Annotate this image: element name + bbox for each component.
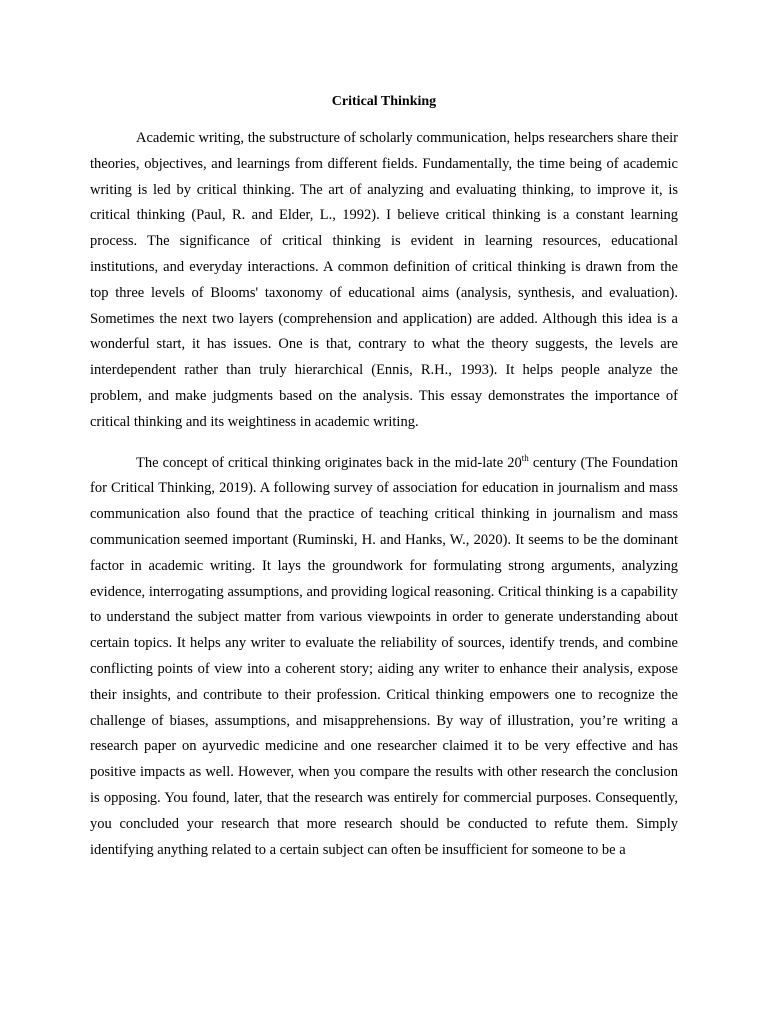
paragraph-concept-text-start: The concept of critical thinking originates back in the mid-late 20 xyxy=(136,454,522,471)
paragraph-concept xyxy=(90,451,678,864)
document-page xyxy=(90,92,678,878)
paragraph-concept-text-rest: century (The Foundation for Critical Thinking, 2019). A following survey of association for education in journalism and mass communication also found that the practice of teaching critical thinking in journalism and mass communication seemed important (Ruminski, H. and Hanks, W., 2020). It seems to be the dominant factor in academic writing. It lays the groundwork for formulating strong arguments, analyzing evidence, interrogating assumptions, and providing logical reasoning. Critical thinking is a capability to understand the subject matter from various viewpoints in order to generate understanding about certain topics. It helps any writer to evaluate the reliability of sources, identify trends, and combine conflicting points of view into a coherent story; aiding any writer to enhance their analysis, expose their insights, and contribute to their profession. Critical thinking empowers one to recognize the challenge of biases, assumptions, and misapprehensions. By way of illustration, you’re writing a research paper on ayurvedic medicine and one researcher claimed it to be very effective and has positive impacts as well. However, when you compare the results with other research the conclusion is opposing. You found, later, that the research was entirely for commercial purposes. Consequently, you concluded your research that more research should be conducted to refute them. Simply identifying anything related to a certain subject can often be insufficient for someone to be a xyxy=(90,454,678,858)
document-title: Critical Thinking xyxy=(331,94,437,109)
ordinal-superscript: th xyxy=(521,452,529,463)
paragraph-intro: Academic writing, the substructure of scholarly communication, helps researchers share their theories, objectives, and learnings from different fields. Fundamentally, the time being of academic writing is led by critical thinking. The art of analyzing and evaluating thinking, to improve it, is critical thinking (Paul, R. and Elder, L., 1992). I believe critical thinking is a constant learning process. The significance of critical thinking is evident in learning resources, educational institutions, and everyday interactions. A common definition of critical thinking is drawn from the top three levels of Blooms' taxonomy of educational aims (analysis, synthesis, and evaluation). Sometimes the next two layers (comprehension and application) are added. Although this idea is a wonderful start, it has issues. One is that, contrary to what the theory suggests, the levels are interdependent rather than truly hierarchical (Ennis, R.H., 1993). It helps people analyze the problem, and make judgments based on the analysis. This essay demonstrates the importance of critical thinking and its weightiness in academic writing. xyxy=(90,130,678,430)
